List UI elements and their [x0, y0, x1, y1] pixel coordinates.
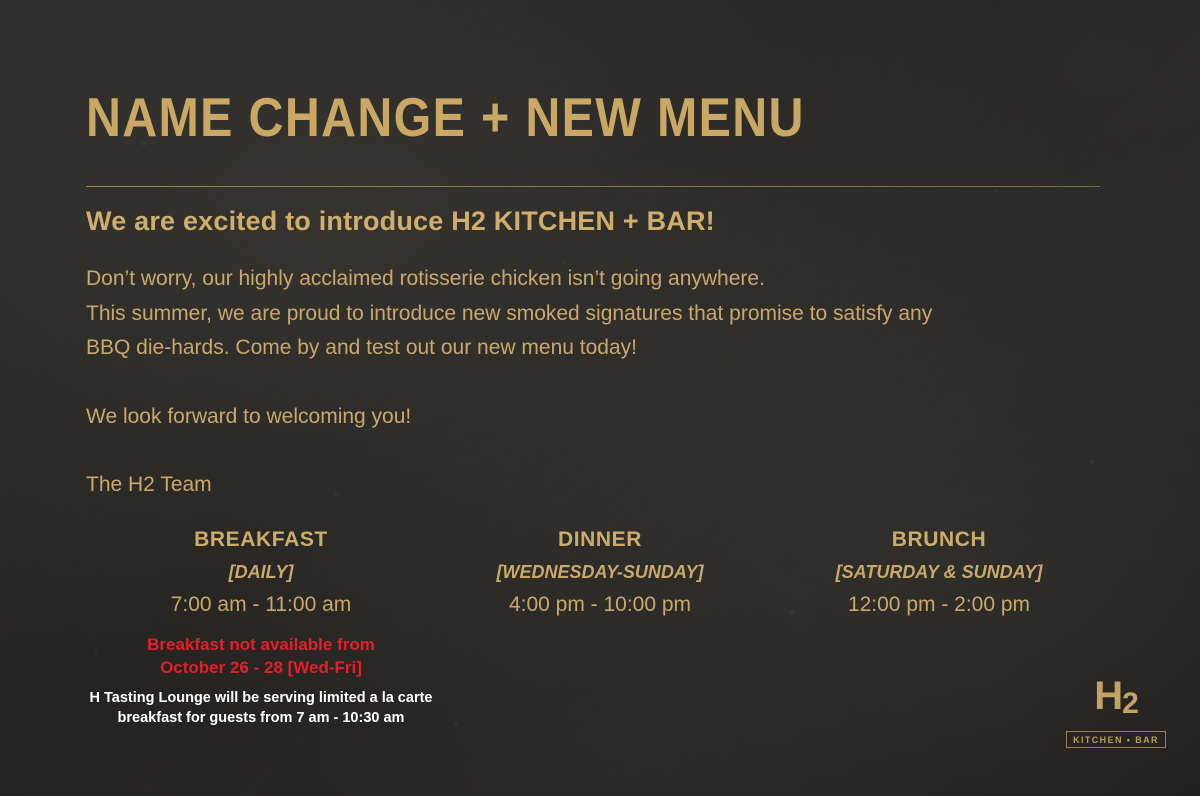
title-divider: [86, 186, 1100, 187]
hours-days: [WEDNESDAY-SUNDAY]: [496, 562, 704, 582]
body-line-2: This summer, we are proud to introduce new smoked signatures that promise to satisfy any: [86, 301, 933, 325]
hours-title: BREAKFAST: [194, 528, 328, 551]
alert-line-1: Breakfast not available from: [147, 635, 375, 654]
hours-time: 4:00 pm - 10:00 pm: [508, 593, 692, 616]
logo-letter-h: H: [1094, 674, 1123, 718]
logo-tagline: KITCHEN • BAR: [1066, 731, 1166, 748]
body-line-1: Don’t worry, our highly acclaimed rotisserie chicken isn’t going anywhere.: [86, 267, 765, 290]
hours-brunch: [784, 528, 1094, 617]
page-title: NAME CHANGE + NEW MENU: [86, 86, 805, 148]
breakfast-unavailable-notice: [106, 633, 416, 679]
h2-logo: [1060, 675, 1172, 748]
poster-content: [86, 0, 1114, 796]
body-spacer-2: [86, 434, 932, 468]
hours-time: 12:00 pm - 2:00 pm: [847, 593, 1031, 616]
note-line-2: breakfast for guests from 7 am - 10:30 am: [117, 710, 405, 726]
hours-days: [SATURDAY & SUNDAY]: [835, 562, 1043, 582]
alert-line-2: October 26 - 28 [Wed-Fri]: [160, 658, 362, 677]
tasting-lounge-note: [86, 688, 436, 728]
hours-breakfast: [106, 528, 416, 617]
body-line-3: BBQ die-hards. Come by and test out our new menu today!: [86, 336, 637, 359]
hours-dinner: [445, 528, 755, 617]
body-copy: [86, 262, 932, 503]
logo-wordmark: [1060, 675, 1172, 725]
hours-time: 7:00 am - 11:00 am: [170, 593, 352, 616]
service-hours: [106, 528, 1094, 617]
hours-title: BRUNCH: [891, 528, 987, 551]
note-line-1: H Tasting Lounge will be serving limited a la carte: [89, 690, 433, 706]
hours-title: DINNER: [557, 528, 643, 551]
subheading: We are excited to introduce H2 KITCHEN + BAR!: [86, 206, 715, 236]
hours-days: [DAILY]: [228, 562, 294, 582]
closing-line: We look forward to welcoming you!: [86, 404, 412, 428]
body-spacer-1: [86, 366, 932, 400]
logo-numeral-2: 2: [1122, 687, 1138, 720]
signature-line: The H2 Team: [86, 473, 212, 496]
